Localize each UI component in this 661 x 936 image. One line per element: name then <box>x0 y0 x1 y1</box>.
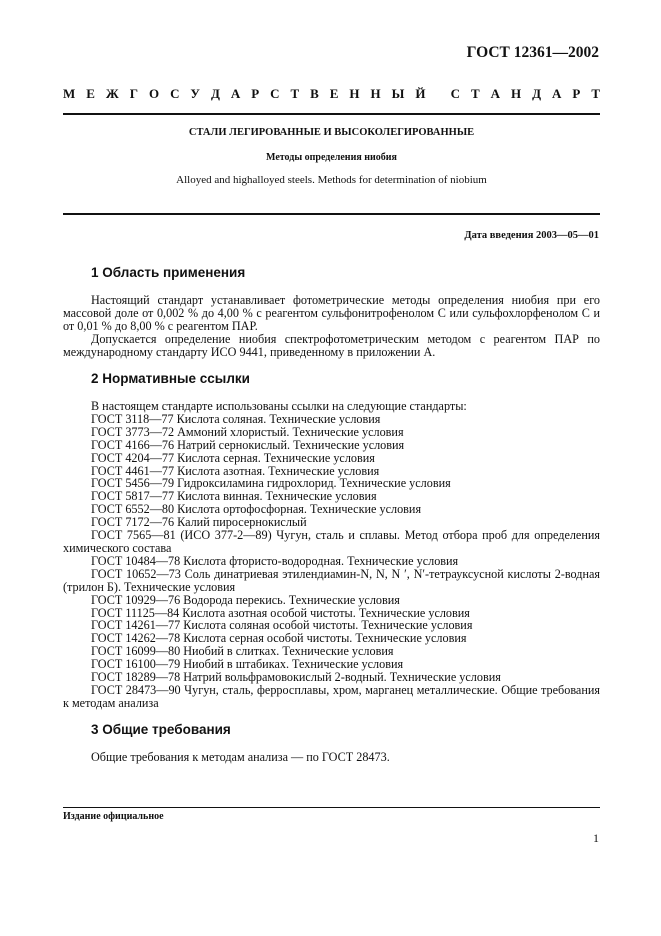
reference-item: ГОСТ 5456—79 Гидроксиламина гидрохлорид. Технические условия <box>91 476 451 491</box>
banner-letter: Ы <box>391 86 405 101</box>
banner-letter: С <box>450 86 461 101</box>
section-heading-general-requirements: 3 Общие требования <box>91 722 231 737</box>
reference-item: ГОСТ 16099—80 Ниобий в слитках. Технические условия <box>91 644 394 659</box>
reference-item: ГОСТ 7565—81 (ИСО 377-2—89) Чугун, сталь и сплавы. Метод отбора проб для определения химического состава <box>63 528 600 555</box>
paragraph: Настоящий стандарт устанавливает фотометрические методы определения ниобия при его массовой доле от 0,002 % до 4,00 % с реагентом сульфонитрофенолом С или сульфохлорфенолом С и от 0,01 % до 8,00 % с реагентом ПАР. <box>63 293 600 333</box>
reference-item: ГОСТ 4166—76 Натрий сернокислый. Технические условия <box>91 437 405 452</box>
reference-item: ГОСТ 4461—77 Кислота азотная. Технические условия <box>91 463 380 478</box>
banner-letter: С <box>270 86 280 101</box>
top-rule <box>63 113 600 115</box>
reference-item: ГОСТ 11125—84 Кислота азотная особой чистоты. Технические условия <box>91 605 470 620</box>
paragraph: Допускается определение ниобия спектрофотометрическим методом с реагентом ПАР по международному стандарту ИСО 9441, приведенному в приложении А. <box>63 331 600 359</box>
banner-letter: Т <box>290 86 300 101</box>
banner-letter: Н <box>511 86 522 101</box>
banner-letter: А <box>490 86 501 101</box>
banner-letter: Г <box>129 86 138 101</box>
reference-item: ГОСТ 10652—73 Соль динатриевая этилендиамин-N, N, N ′, N′-тетрауксусной кислоты 2-водная (трилон Б). Технические условия <box>63 566 600 594</box>
document-subtitle: Методы определения ниобия <box>266 152 397 163</box>
banner-letter: А <box>230 86 241 101</box>
standard-number: ГОСТ 12361—2002 <box>466 44 599 61</box>
title-rule <box>63 213 600 215</box>
introduction-date: Дата введения 2003—05—01 <box>464 230 599 241</box>
section-heading-scope: 1 Область применения <box>91 265 246 280</box>
reference-item: ГОСТ 14261—77 Кислота соляная особой чистоты. Технические условия <box>91 618 473 633</box>
banner-letter: Н <box>370 86 381 101</box>
banner-letter: Т <box>591 86 600 101</box>
footer-rule <box>63 807 600 808</box>
document-title: СТАЛИ ЛЕГИРОВАННЫЕ И ВЫСОКОЛЕГИРОВАННЫЕ <box>188 127 475 138</box>
banner-letter: Н <box>349 86 360 101</box>
reference-item: ГОСТ 6552—80 Кислота ортофосфорная. Технические условия <box>91 502 422 517</box>
references-intro: В настоящем стандарте использованы ссылки на следующие стандарты: <box>91 399 467 413</box>
banner-letter: А <box>552 86 562 101</box>
reference-item: ГОСТ 5817—77 Кислота винная. Технические условия <box>91 489 377 504</box>
banner-letter: У <box>190 86 200 101</box>
reference-item: ГОСТ 16100—79 Ниобий в штабиках. Технические условия <box>91 657 404 672</box>
section-scope-body <box>63 294 600 359</box>
reference-item: ГОСТ 28473—90 Чугун, сталь, ферросплавы, хром, марганец металлические. Общие требования к методам анализа <box>63 682 600 710</box>
document-title-english: Alloyed and highalloyed steels. Methods for determination of niobium <box>176 174 487 186</box>
banner-letter: Д <box>210 86 220 101</box>
banner-letter: Р <box>572 86 581 101</box>
banner-letter: Р <box>251 86 260 101</box>
banner-letter: В <box>310 86 319 101</box>
banner-letter: Д <box>532 86 542 101</box>
reference-item: ГОСТ 14262—78 Кислота серная особой чистоты. Технические условия <box>91 631 467 646</box>
section-heading-references: 2 Нормативные ссылки <box>91 371 250 386</box>
reference-item: ГОСТ 3118—77 Кислота соляная. Технические условия <box>91 411 381 426</box>
reference-item: ГОСТ 10929—76 Водорода перекись. Технические условия <box>91 592 400 607</box>
section-general-requirements-body <box>63 751 600 764</box>
banner-letter: М <box>63 86 76 101</box>
reference-item: ГОСТ 4204—77 Кислота серная. Технические условия <box>91 450 375 465</box>
paragraph: Общие требования к методам анализа — по ГОСТ 28473. <box>91 750 390 764</box>
interstate-standard-label <box>63 86 600 102</box>
reference-item: ГОСТ 7172—76 Калий пиросернокислый <box>91 515 307 530</box>
banner-letter: Т <box>471 86 480 101</box>
banner-letter: Й <box>415 86 426 101</box>
page-number: 1 <box>593 831 599 845</box>
banner-letter: Ж <box>105 86 119 101</box>
banner-letter: Е <box>86 86 95 101</box>
reference-item: ГОСТ 10484—78 Кислота фтористо-водородная. Технические условия <box>91 553 459 568</box>
banner-letter: С <box>170 86 180 101</box>
official-edition-label: Издание официальное <box>63 811 164 822</box>
reference-item: ГОСТ 18289—78 Натрий вольфрамовокислый 2-водный. Технические условия <box>91 670 501 685</box>
banner-letter: Е <box>329 86 339 101</box>
reference-item: ГОСТ 3773—72 Аммоний хлористый. Технические условия <box>91 424 404 439</box>
banner-letter: О <box>148 86 160 101</box>
banner-gap <box>436 86 439 102</box>
section-references-body <box>63 400 600 710</box>
